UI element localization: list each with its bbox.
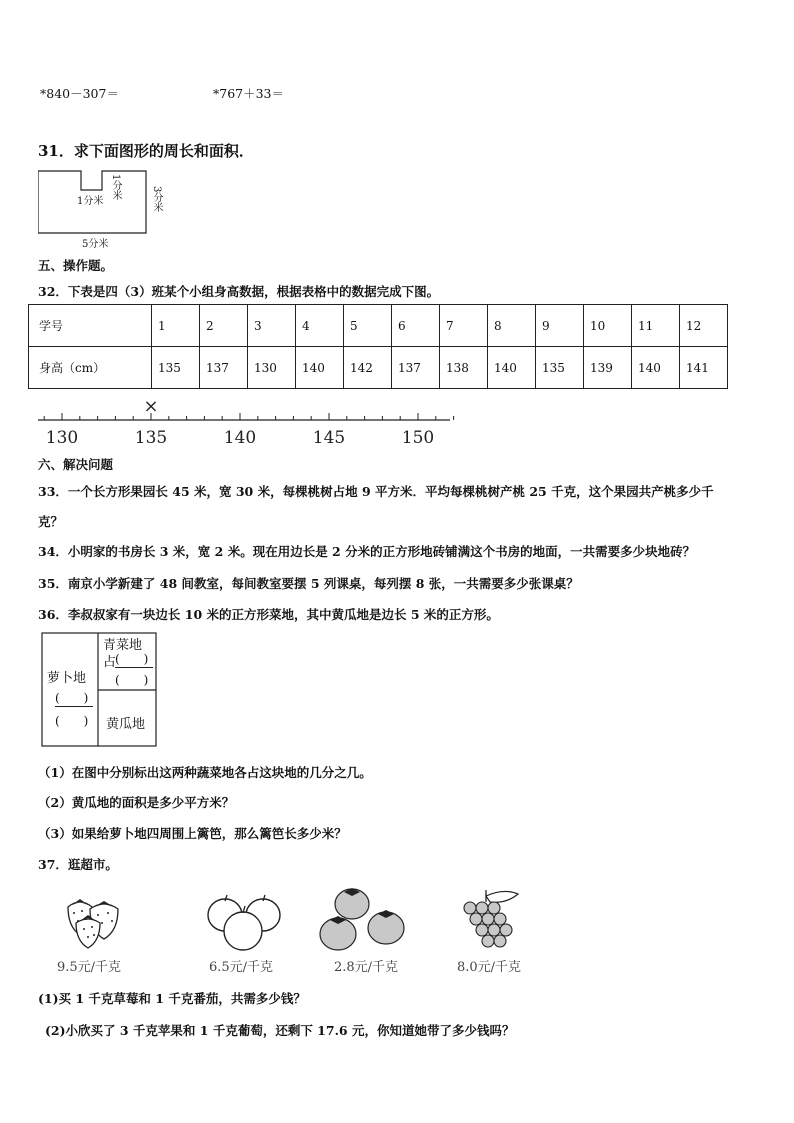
grape-price: 8.0元/千克 (457, 960, 522, 975)
id-cell: 4 (296, 305, 344, 347)
cabbage-label-2: 占 (103, 655, 117, 670)
id-cell: 6 (392, 305, 440, 347)
number-line-tick-label: 140 (223, 428, 257, 448)
grape-picture (456, 888, 522, 952)
apple-picture (205, 893, 285, 953)
q31-notch-depth-label: 1分米 (110, 174, 121, 201)
radish-label: 萝卜地 (47, 671, 87, 686)
tomato-picture (318, 884, 410, 954)
q33-line1: 33．一个长方形果园长 45 米，宽 30 米，每棵桃树占地 9 平方米．平均每棵桃树产桃 25 千克，这个果园共产桃多少千 (38, 484, 714, 499)
number-line-tick-label: 135 (134, 428, 168, 448)
height-cell: 141 (680, 347, 728, 389)
height-cell: 130 (248, 347, 296, 389)
height-cell: 138 (440, 347, 488, 389)
height-cell: 139 (584, 347, 632, 389)
id-cell: 10 (584, 305, 632, 347)
height-cell: 137 (392, 347, 440, 389)
table-row (29, 305, 728, 347)
radish-denominator-blank: ( ) (55, 714, 89, 728)
q37-sub1: (1)买 1 千克草莓和 1 千克番茄，共需多少钱？ (38, 991, 306, 1006)
id-cell: 1 (152, 305, 200, 347)
q36-title: 36．李叔叔家有一块边长 10 米的正方形菜地，其中黄瓜地是边长 5 米的正方形。 (38, 607, 499, 622)
row-label-height: 身高（cm） (29, 347, 152, 389)
height-table (28, 304, 728, 389)
cabbage-fraction-bar (115, 667, 153, 668)
cabbage-label: 青菜地 (103, 638, 143, 653)
height-cell: 135 (152, 347, 200, 389)
id-cell: 11 (632, 305, 680, 347)
strawberry-picture (62, 893, 124, 949)
height-cell: 135 (536, 347, 584, 389)
number-line-tick-label: 130 (45, 428, 79, 448)
height-cell: 142 (344, 347, 392, 389)
height-cell: 140 (632, 347, 680, 389)
number-line-tick-label: 145 (312, 428, 346, 448)
cabbage-numerator-blank: ( ) (115, 652, 149, 666)
section5-heading: 五、操作题。 (38, 258, 114, 273)
id-cell: 3 (248, 305, 296, 347)
q33-line2: 克？ (38, 514, 64, 529)
number-line (30, 392, 460, 452)
height-cell: 140 (488, 347, 536, 389)
height-cell: 137 (200, 347, 248, 389)
q35-text: 35．南京小学新建了 48 间教室，每间教室要摆 5 列课桌，每列摆 8 张，一共需要多少张课桌？ (38, 576, 579, 591)
q36-sub3: （3）如果给萝卜地四周围上篱笆，那么篱笆长多少米？ (38, 826, 347, 841)
q37-title: 37．逛超市。 (38, 857, 118, 872)
q31-height-label: 3分米 (151, 186, 162, 213)
q32-title: 32．下表是四（3）班某个小组身高数据，根据表格中的数据完成下图。 (38, 284, 440, 299)
cucumber-label: 黄瓜地 (106, 717, 146, 732)
q36-sub1: （1）在图中分别标出这两种蔬菜地各占这块地的几分之几。 (38, 765, 372, 780)
section6-heading: 六、解决问题 (38, 457, 114, 472)
radish-numerator-blank: ( ) (55, 691, 89, 705)
q37-sub2: (2)小欣买了 3 千克苹果和 1 千克葡萄，还剩下 17.6 元，你知道她带了多少钱吗？ (45, 1023, 515, 1038)
number-line-tick-label: 150 (401, 428, 435, 448)
id-cell: 7 (440, 305, 488, 347)
table-row (29, 347, 728, 389)
id-cell: 9 (536, 305, 584, 347)
apple-price: 6.5元/千克 (209, 960, 274, 975)
calc-1: *840－307＝ (40, 86, 119, 101)
strawberry-price: 9.5元/千克 (57, 960, 122, 975)
number-line-mark: × (143, 396, 159, 417)
q31-title: 31．求下面图形的周长和面积． (38, 142, 254, 160)
id-cell: 5 (344, 305, 392, 347)
cabbage-denominator-blank: ( ) (115, 673, 149, 687)
radish-fraction-bar (55, 706, 93, 707)
q31-notch-width-label: 1分米 (77, 196, 104, 207)
id-cell: 2 (200, 305, 248, 347)
row-label-id: 学号 (29, 305, 152, 347)
id-cell: 8 (488, 305, 536, 347)
height-cell: 140 (296, 347, 344, 389)
q36-sub2: （2）黄瓜地的面积是多少平方米？ (38, 795, 235, 810)
q34-text: 34．小明家的书房长 3 米，宽 2 米。现在用边长是 2 分米的正方形地砖铺满这个书房的地面，一共需要多少块地砖？ (38, 544, 696, 559)
calc-2: *767＋33＝ (213, 86, 285, 101)
id-cell: 12 (680, 305, 728, 347)
tomato-price: 2.8元/千克 (334, 960, 399, 975)
q31-bottom-label: 5分米 (82, 239, 109, 250)
